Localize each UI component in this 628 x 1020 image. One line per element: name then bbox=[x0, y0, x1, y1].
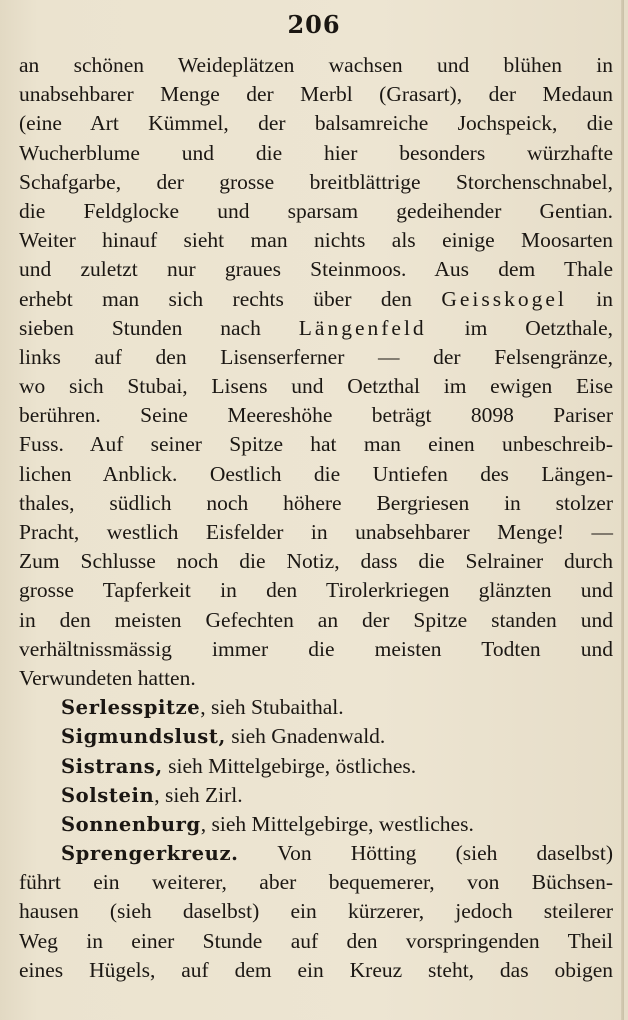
text-line: grosse Tapferkeit in den Tirolerkriegen glänzten und bbox=[19, 578, 613, 603]
text-line: Fuss. Auf seiner Spitze hat man einen unbeschreib- bbox=[19, 432, 613, 457]
text-line: Wucherblume und die hier besonders würzhafte bbox=[19, 140, 613, 165]
entry-headword: Solstein bbox=[61, 783, 155, 807]
text-line: (eine Art Kümmel, der balsamreiche Jochspeick, die bbox=[19, 111, 613, 136]
text-line: führt ein weiterer, aber bequemerer, von Büchsen- bbox=[19, 870, 613, 895]
text-line: links auf den Lisenserferner — der Felsengränze, bbox=[19, 344, 613, 369]
text-line: lichen Anblick. Oestlich die Untiefen des Längen- bbox=[19, 461, 613, 486]
text-line: Pracht, westlich Eisfelder in unabsehbarer Menge! — bbox=[19, 520, 613, 544]
spaced-place-name: Geisskogel bbox=[441, 286, 567, 311]
text-line: wo sich Stubai, Lisens und Oetzthal im ewigen Eise bbox=[19, 374, 613, 399]
text-line: thales, südlich noch höhere Bergriesen in stolzer bbox=[19, 490, 613, 515]
text-line: unabsehbarer Menge der Merbl (Grasart), der Medaun bbox=[19, 82, 613, 107]
entry-text: sieh Gnadenwald. bbox=[225, 724, 386, 749]
page-text-block bbox=[19, 51, 613, 985]
entry-headword: Sprengerkreuz. bbox=[61, 842, 239, 866]
entry-headword: Serlesspitze bbox=[61, 696, 201, 720]
index-entry bbox=[19, 839, 613, 868]
text-run: erhebt man sich rechts über den bbox=[19, 286, 442, 311]
text-run: sieben Stunden nach bbox=[19, 315, 299, 340]
text-line: berühren. Seine Meereshöhe beträgt 8098 Pariser bbox=[19, 403, 613, 428]
index-entry bbox=[19, 810, 613, 839]
text-line: an schönen Weideplätzen wachsen und blühen in bbox=[19, 53, 613, 77]
page-edge-shadow bbox=[621, 0, 624, 1020]
text-line: hausen (sieh daselbst) ein kürzerer, jedoch steilerer bbox=[19, 899, 613, 924]
entry-text: Von Hötting (sieh daselbst) bbox=[238, 841, 613, 866]
entry-text: , sieh Stubaithal. bbox=[200, 695, 344, 720]
text-line: in den meisten Gefechten an der Spitze standen und bbox=[19, 607, 613, 632]
text-line bbox=[19, 285, 613, 314]
text-line: Verwundeten hatten. bbox=[19, 665, 196, 690]
text-run: im Oetzthale, bbox=[426, 315, 613, 340]
entry-headword: Sigmundslust, bbox=[61, 725, 226, 749]
text-line bbox=[19, 314, 613, 343]
text-line: Weg in einer Stunde auf den vorspringenden Theil bbox=[19, 928, 613, 953]
entry-text: , sieh Mittelgebirge, westliches. bbox=[200, 811, 474, 836]
text-line: eines Hügels, auf dem ein Kreuz steht, das obigen bbox=[19, 957, 613, 982]
text-line: und zuletzt nur graues Steinmoos. Aus dem Thale bbox=[19, 257, 613, 282]
text-line: verhältnissmässig immer die meisten Todten und bbox=[19, 636, 613, 661]
entry-text: sieh Mittelgebirge, östliches. bbox=[162, 753, 417, 778]
index-entry bbox=[19, 693, 613, 722]
text-line: die Feldglocke und sparsam gedeihender Gentian. bbox=[19, 198, 613, 223]
text-line: Zum Schlusse noch die Notiz, dass die Selrainer durch bbox=[19, 549, 613, 574]
spaced-place-name: Längenfeld bbox=[298, 315, 427, 340]
index-entry bbox=[19, 722, 613, 751]
entry-headword: Sistrans, bbox=[61, 754, 163, 778]
text-line: Schafgarbe, der grosse breitblättrige Storchenschnabel, bbox=[19, 169, 613, 194]
index-entry bbox=[19, 781, 613, 810]
index-entry bbox=[19, 752, 613, 781]
text-run: in bbox=[566, 286, 613, 311]
entry-headword: Sonnenburg bbox=[61, 812, 201, 836]
text-line: Weiter hinauf sieht man nichts als einige Moosarten bbox=[19, 228, 613, 253]
page-number: 206 bbox=[287, 10, 341, 39]
entry-text: , sieh Zirl. bbox=[154, 782, 243, 807]
